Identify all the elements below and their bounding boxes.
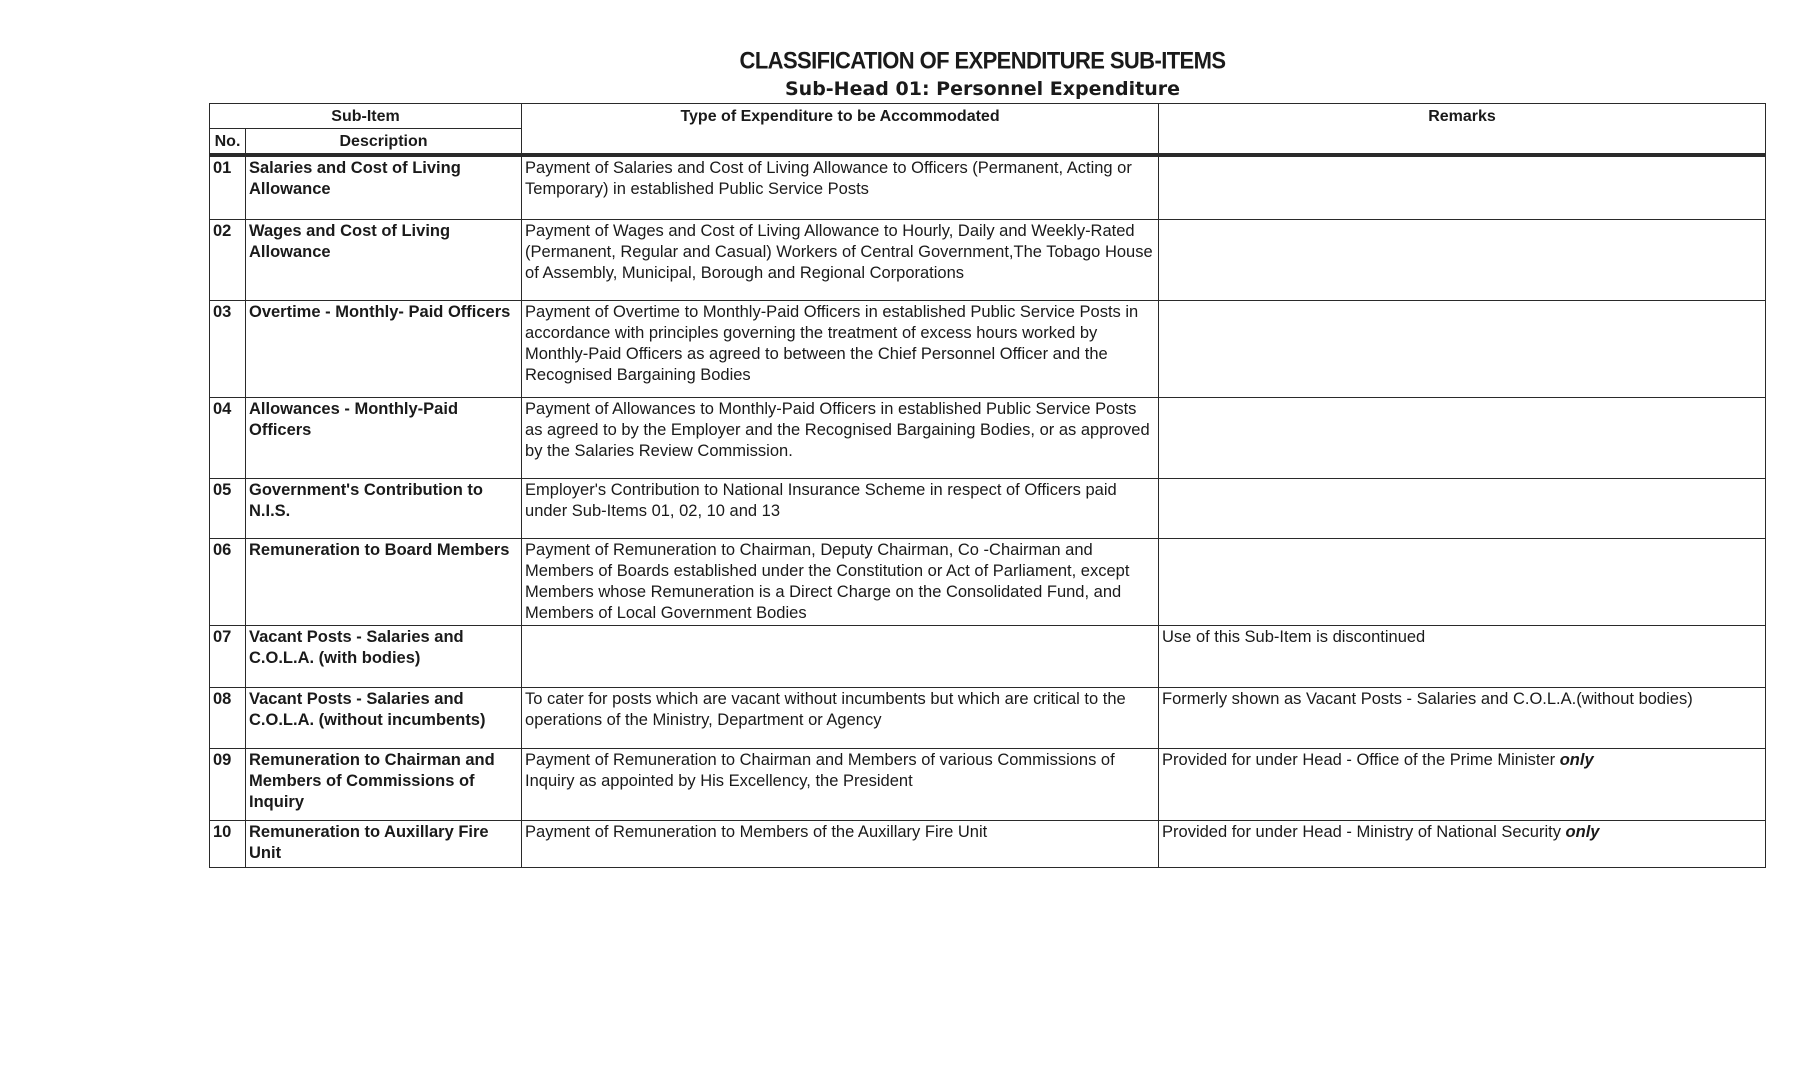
remarks-text: Formerly shown as Vacant Posts - Salaries and C.O.L.A.(without bodies) <box>1162 690 1693 708</box>
header-description: Description <box>246 129 522 156</box>
header-sub-item: Sub-Item <box>210 104 522 129</box>
row-no: 01 <box>210 155 246 220</box>
row-description: Remuneration to Auxillary Fire Unit <box>246 821 522 868</box>
row-type: To cater for posts which are vacant without incumbents but which are critical to the operations of the Ministry, Department or Agency <box>522 688 1159 749</box>
remarks-text: Provided for under Head - Office of the Prime Minister <box>1162 751 1560 769</box>
row-type: Payment of Remuneration to Members of the Auxillary Fire Unit <box>522 821 1159 868</box>
remarks-text: Use of this Sub-Item is discontinued <box>1162 628 1426 646</box>
row-no: 07 <box>210 626 246 688</box>
row-remarks <box>1159 749 1766 821</box>
row-description: Overtime - Monthly- Paid Officers <box>246 301 522 398</box>
table-row <box>210 539 1766 626</box>
row-description: Allowances - Monthly-Paid Officers <box>246 398 522 479</box>
row-remarks <box>1159 398 1766 479</box>
table-row <box>210 749 1766 821</box>
row-type: Payment of Overtime to Monthly-Paid Officers in established Public Service Posts in accordance with principles governing the treatment of excess hours worked by Monthly-Paid Officers as agreed to between the Chief Personnel Officer and the Recognised Bargaining Bodies <box>522 301 1159 398</box>
row-remarks <box>1159 220 1766 301</box>
row-description: Government's Contribution to N.I.S. <box>246 479 522 539</box>
row-type: Payment of Allowances to Monthly-Paid Officers in established Public Service Posts as agreed to by the Employer and the Recognised Bargaining Bodies, or as approved by the Salaries Review Commission. <box>522 398 1159 479</box>
row-no: 06 <box>210 539 246 626</box>
document-subtitle: Sub-Head 01: Personnel Expenditure <box>784 78 1180 100</box>
table-row <box>210 398 1766 479</box>
row-type: Payment of Remuneration to Chairman and Members of various Commissions of Inquiry as appointed by His Excellency, the President <box>522 749 1159 821</box>
row-description: Vacant Posts - Salaries and C.O.L.A. (with bodies) <box>246 626 522 688</box>
row-remarks <box>1159 301 1766 398</box>
row-no: 10 <box>210 821 246 868</box>
table-row <box>210 626 1766 688</box>
row-no: 05 <box>210 479 246 539</box>
row-description: Vacant Posts - Salaries and C.O.L.A. (without incumbents) <box>246 688 522 749</box>
row-type: Payment of Salaries and Cost of Living Allowance to Officers (Permanent, Acting or Temporary) in established Public Service Posts <box>522 155 1159 220</box>
expenditure-table <box>209 103 1766 868</box>
row-no: 08 <box>210 688 246 749</box>
row-remarks <box>1159 479 1766 539</box>
row-type: Payment of Wages and Cost of Living Allowance to Hourly, Daily and Weekly-Rated (Permanent, Regular and Casual) Workers of Central Government,The Tobago House of Assembly, Municipal, Borough and Regional Corporations <box>522 220 1159 301</box>
row-description: Salaries and Cost of Living Allowance <box>246 155 522 220</box>
row-type: Employer's Contribution to National Insurance Scheme in respect of Officers paid under Sub-Items 01, 02, 10 and 13 <box>522 479 1159 539</box>
table-row <box>210 821 1766 868</box>
row-no: 09 <box>210 749 246 821</box>
table-row <box>210 688 1766 749</box>
row-remarks <box>1159 539 1766 626</box>
table-row <box>210 479 1766 539</box>
row-no: 04 <box>210 398 246 479</box>
table-row <box>210 301 1766 398</box>
remarks-emphasis: only <box>1559 751 1594 769</box>
row-no: 03 <box>210 301 246 398</box>
header-no: No. <box>210 129 246 156</box>
row-type: Payment of Remuneration to Chairman, Deputy Chairman, Co -Chairman and Members of Boards established under the Constitution or Act of Parliament, except Members whose Remuneration is a Direct Charge on the Consolidated Fund, and Members of Local Government Bodies <box>522 539 1159 626</box>
remarks-emphasis: only <box>1565 823 1600 841</box>
row-description: Remuneration to Board Members <box>246 539 522 626</box>
header-remarks: Remarks <box>1159 104 1766 156</box>
row-type <box>522 626 1159 688</box>
row-remarks <box>1159 688 1766 749</box>
row-description: Wages and Cost of Living Allowance <box>246 220 522 301</box>
row-remarks <box>1159 626 1766 688</box>
row-description: Remuneration to Chairman and Members of Commissions of Inquiry <box>246 749 522 821</box>
header-type-of-expenditure: Type of Expenditure to be Accommodated <box>522 104 1159 156</box>
row-remarks <box>1159 821 1766 868</box>
row-remarks <box>1159 155 1766 220</box>
remarks-text: Provided for under Head - Ministry of National Security <box>1162 823 1566 841</box>
document-title: CLASSIFICATION OF EXPENDITURE SUB-ITEMS <box>739 46 1226 75</box>
table-row <box>210 155 1766 220</box>
table-row <box>210 220 1766 301</box>
row-no: 02 <box>210 220 246 301</box>
